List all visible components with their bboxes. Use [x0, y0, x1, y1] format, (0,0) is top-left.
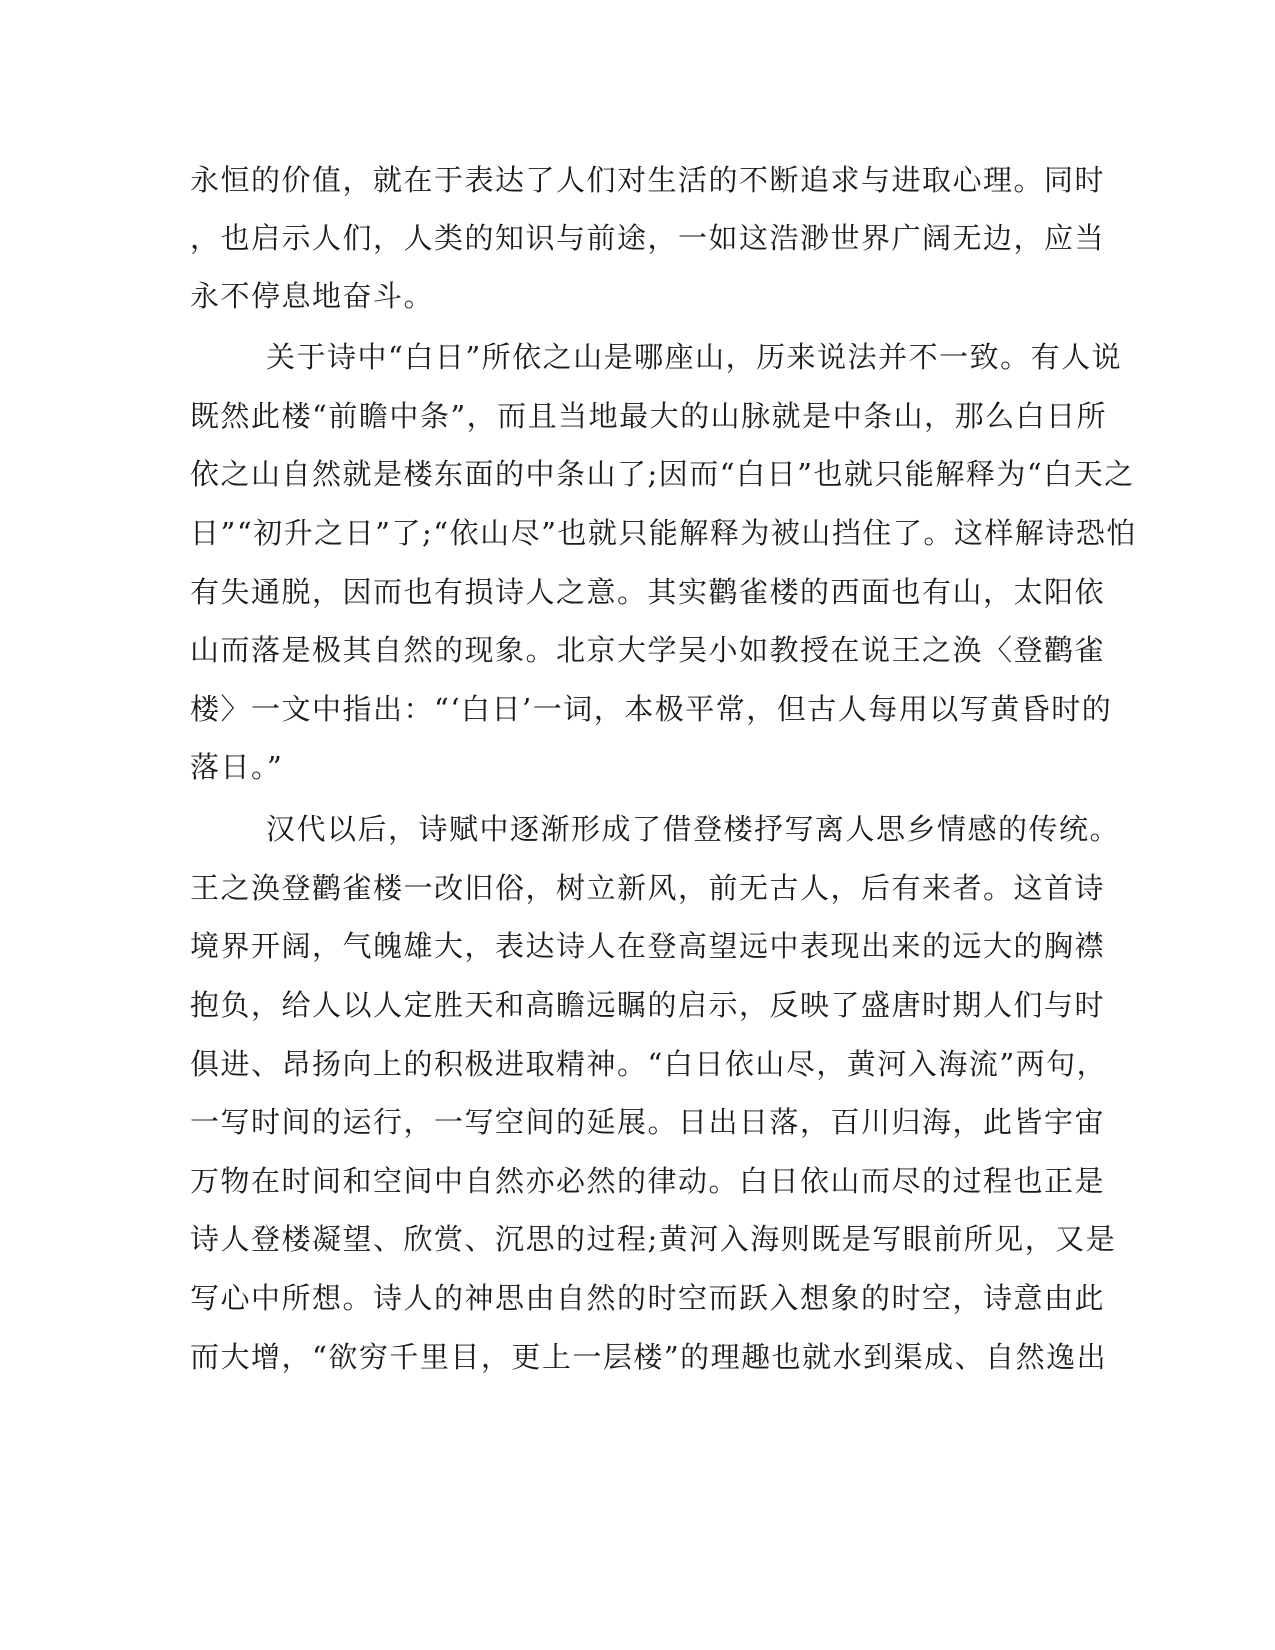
text-line: 永不停息地奋斗。: [190, 279, 435, 313]
text-line: 落日。”: [190, 750, 284, 784]
text-line: ，也启示人们，人类的知识与前途，一如这浩渺世界广阔无边，应当: [190, 221, 1106, 255]
text-line: 山而落是极其自然的现象。北京大学吴小如教授在说王之涣〈登鹳雀: [190, 633, 1106, 667]
text-line: 诗人登楼凝望、欣赏、沉思的过程;黄河入海则既是写眼前所见，又是: [190, 1222, 1117, 1256]
text-line: 一写时间的运行，一写空间的延展。日出日落，百川归海，此皆宇宙: [190, 1105, 1106, 1139]
text-line: 境界开阔，气魄雄大，表达诗人在登高望远中表现出来的远大的胸襟: [190, 929, 1106, 963]
paragraph-start-line: 汉代以后，诗赋中逐渐形成了借登楼抒写离人思乡情感的传统。: [266, 812, 1121, 846]
text-line: 既然此楼“前瞻中条”，而且当地最大的山脉就是中条山，那么白日所: [190, 399, 1108, 433]
text-line: 日”“初升之日”了;“依山尽”也就只能解释为被山挡住了。这样解诗恐怕: [190, 516, 1137, 550]
text-line: 依之山自然就是楼东面的中条山了;因而“白日”也就只能解释为“白天之: [190, 457, 1135, 491]
paragraph-start-line: 关于诗中“白日”所依之山是哪座山，历来说法并不一致。有人说: [266, 340, 1123, 374]
text-line: 万物在时间和空间中自然亦必然的律动。白日依山而尽的过程也正是: [190, 1164, 1106, 1198]
text-line: 永恒的价值，就在于表达了人们对生活的不断追求与进取心理。同时: [190, 163, 1106, 197]
text-line: 写心中所想。诗人的神思由自然的时空而跃入想象的时空，诗意由此: [190, 1281, 1106, 1315]
text-line: 抱负，给人以人定胜天和高瞻远瞩的启示，反映了盛唐时期人们与时: [190, 988, 1106, 1022]
text-line: 王之涣登鹳雀楼一改旧俗，树立新风，前无古人，后有来者。这首诗: [190, 871, 1106, 905]
text-line: 而大增，“欲穷千里目，更上一层楼”的理趣也就水到渠成、自然逸出: [190, 1340, 1108, 1374]
text-line: 俱进、昂扬向上的积极进取精神。“白日依山尽，黄河入海流”两句，: [190, 1047, 1108, 1081]
text-line: 有失通脱，因而也有损诗人之意。其实鹳雀楼的西面也有山，太阳依: [190, 575, 1106, 609]
text-line: 楼〉一文中指出：“‘白日’一词，本极平常，但古人每用以写黄昏时的: [190, 692, 1113, 726]
